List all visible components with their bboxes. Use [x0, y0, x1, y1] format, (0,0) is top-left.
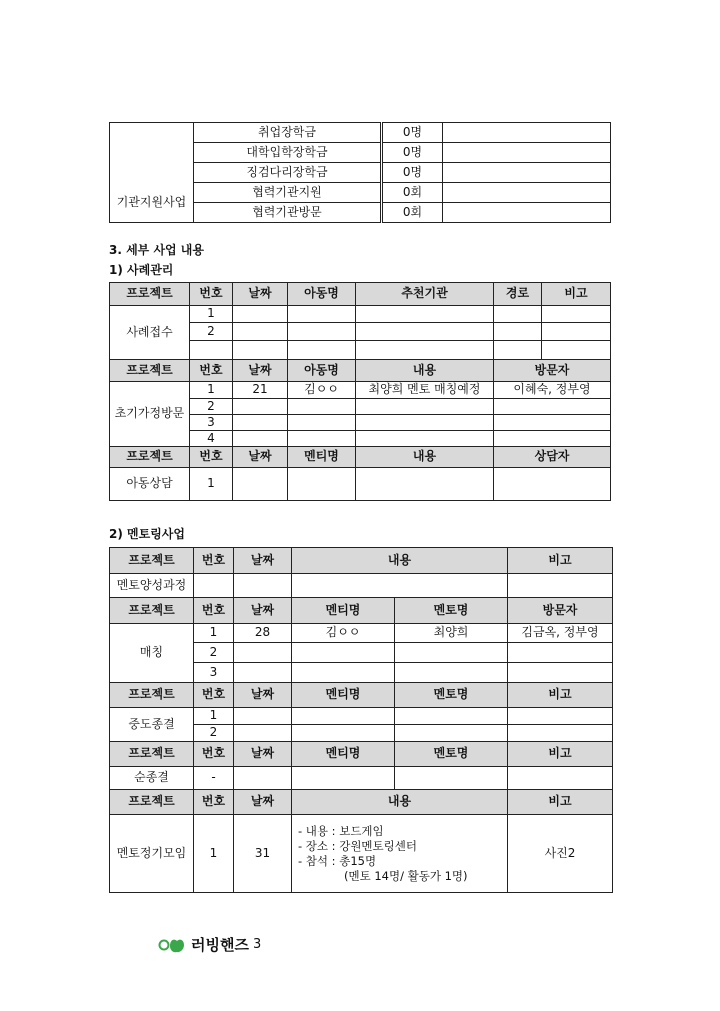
mentoring-table	[109, 547, 613, 893]
loving-hands-logo-icon	[158, 936, 188, 954]
support-count: 0명	[382, 163, 443, 183]
consult-num: 1	[190, 468, 233, 501]
header-number: 번호	[194, 742, 234, 767]
mentor-training-label: 멘토양성과정	[110, 574, 194, 598]
meeting-num: 1	[194, 815, 234, 893]
header-content: 내용	[292, 548, 508, 574]
support-count: 0명	[382, 123, 443, 143]
support-group-top	[110, 123, 194, 183]
header-mentee: 멘티명	[288, 447, 356, 468]
support-item: 징검다리장학금	[194, 163, 382, 183]
intake-num: 1	[190, 306, 233, 323]
support-note	[443, 203, 611, 223]
support-count: 0회	[382, 203, 443, 223]
support-count: 0회	[382, 183, 443, 203]
header-visitor: 방문자	[508, 598, 613, 624]
match-num: 2	[194, 643, 234, 663]
header-number: 번호	[190, 360, 233, 382]
header-visitor: 방문자	[494, 360, 611, 382]
support-item: 협력기관방문	[194, 203, 382, 223]
visit-num: 3	[190, 415, 233, 431]
mid-num: 1	[194, 708, 234, 725]
normal-num: -	[194, 767, 234, 790]
match-num: 3	[194, 663, 234, 683]
header-project: 프로젝트	[110, 360, 190, 382]
header-date: 날짜	[234, 790, 292, 815]
meeting-content-line: - 참석 : 총15명	[298, 853, 377, 868]
header-note: 비고	[542, 283, 611, 306]
header-number: 번호	[194, 790, 234, 815]
header-project: 프로젝트	[110, 447, 190, 468]
early-termination-label: 중도종결	[110, 708, 194, 742]
support-item: 대학입학장학금	[194, 143, 382, 163]
header-mentor: 멘토명	[395, 683, 508, 708]
match-num: 1	[194, 624, 234, 643]
header-counselor: 상담자	[494, 447, 611, 468]
header-child: 아동명	[288, 283, 356, 306]
meeting-content-line: - 내용 : 보드게임	[298, 823, 384, 838]
header-number: 번호	[194, 548, 234, 574]
header-route: 경로	[494, 283, 542, 306]
header-number: 번호	[190, 447, 233, 468]
header-project: 프로젝트	[110, 598, 194, 624]
matching-label: 매칭	[110, 624, 194, 683]
support-group-label: 기관지원사업	[110, 183, 194, 223]
page-number: 3	[252, 937, 262, 952]
visit-content: 최양희 멘토 매칭예정	[356, 382, 494, 399]
meeting-content	[292, 815, 508, 893]
header-mentor: 멘토명	[395, 742, 508, 767]
visit-num: 2	[190, 399, 233, 415]
header-note: 비고	[508, 790, 613, 815]
header-child: 아동명	[288, 360, 356, 382]
header-date: 날짜	[234, 742, 292, 767]
normal-termination-label: 순종결	[110, 767, 194, 790]
support-item: 협력기관지원	[194, 183, 382, 203]
header-date: 날짜	[234, 548, 292, 574]
brand-name: 러빙핸즈	[191, 936, 249, 954]
header-date: 날짜	[233, 447, 288, 468]
support-table	[109, 122, 611, 223]
header-project: 프로젝트	[110, 790, 194, 815]
meeting-note: 사진2	[508, 815, 613, 893]
match-mentee: 김ㅇㅇ	[292, 624, 395, 643]
mentor-meeting-label: 멘토정기모임	[110, 815, 194, 893]
visit-num: 4	[190, 431, 233, 447]
header-number: 번호	[194, 598, 234, 624]
header-mentee: 멘티명	[292, 683, 395, 708]
support-count: 0명	[382, 143, 443, 163]
footer	[158, 934, 261, 955]
header-project: 프로젝트	[110, 683, 194, 708]
header-project: 프로젝트	[110, 548, 194, 574]
header-note: 비고	[508, 683, 613, 708]
match-date: 28	[234, 624, 292, 643]
header-date: 날짜	[234, 598, 292, 624]
intake-label: 사례접수	[110, 306, 190, 360]
home-visit-label: 초기가정방문	[110, 382, 190, 447]
visit-num: 1	[190, 382, 233, 399]
child-consult-label: 아동상담	[110, 468, 190, 501]
support-note	[443, 163, 611, 183]
visit-child: 김ㅇㅇ	[288, 382, 356, 399]
mid-num: 2	[194, 725, 234, 742]
header-date: 날짜	[233, 360, 288, 382]
header-content: 내용	[356, 447, 494, 468]
subsection-case-title: 1) 사례관리	[109, 263, 174, 277]
support-note	[443, 123, 611, 143]
header-mentee: 멘티명	[292, 598, 395, 624]
match-visitor: 김금옥, 정부영	[508, 624, 613, 643]
header-agency: 추천기관	[356, 283, 494, 306]
visit-visitor: 이혜숙, 정부영	[494, 382, 611, 399]
header-mentor: 멘토명	[395, 598, 508, 624]
meeting-date: 31	[234, 815, 292, 893]
header-number: 번호	[194, 683, 234, 708]
section-3-title: 3. 세부 사업 내용	[109, 243, 204, 257]
header-project: 프로젝트	[110, 742, 194, 767]
header-mentee: 멘티명	[292, 742, 395, 767]
intake-num: 2	[190, 323, 233, 341]
support-note	[443, 143, 611, 163]
header-number: 번호	[190, 283, 233, 306]
visit-date: 21	[233, 382, 288, 399]
support-item: 취업장학금	[194, 123, 382, 143]
support-note	[443, 183, 611, 203]
header-content: 내용	[356, 360, 494, 382]
meeting-content-line: (멘토 14명/ 활동가 1명)	[344, 868, 468, 883]
case-management-table	[109, 282, 611, 501]
header-date: 날짜	[233, 283, 288, 306]
meeting-content-line: - 장소 : 강원멘토링센터	[298, 838, 417, 853]
header-project: 프로젝트	[110, 283, 190, 306]
subsection-mentoring-title: 2) 멘토링사업	[109, 527, 185, 541]
header-note: 비고	[508, 742, 613, 767]
header-date: 날짜	[234, 683, 292, 708]
match-mentor: 최양희	[395, 624, 508, 643]
header-content: 내용	[292, 790, 508, 815]
header-note: 비고	[508, 548, 613, 574]
